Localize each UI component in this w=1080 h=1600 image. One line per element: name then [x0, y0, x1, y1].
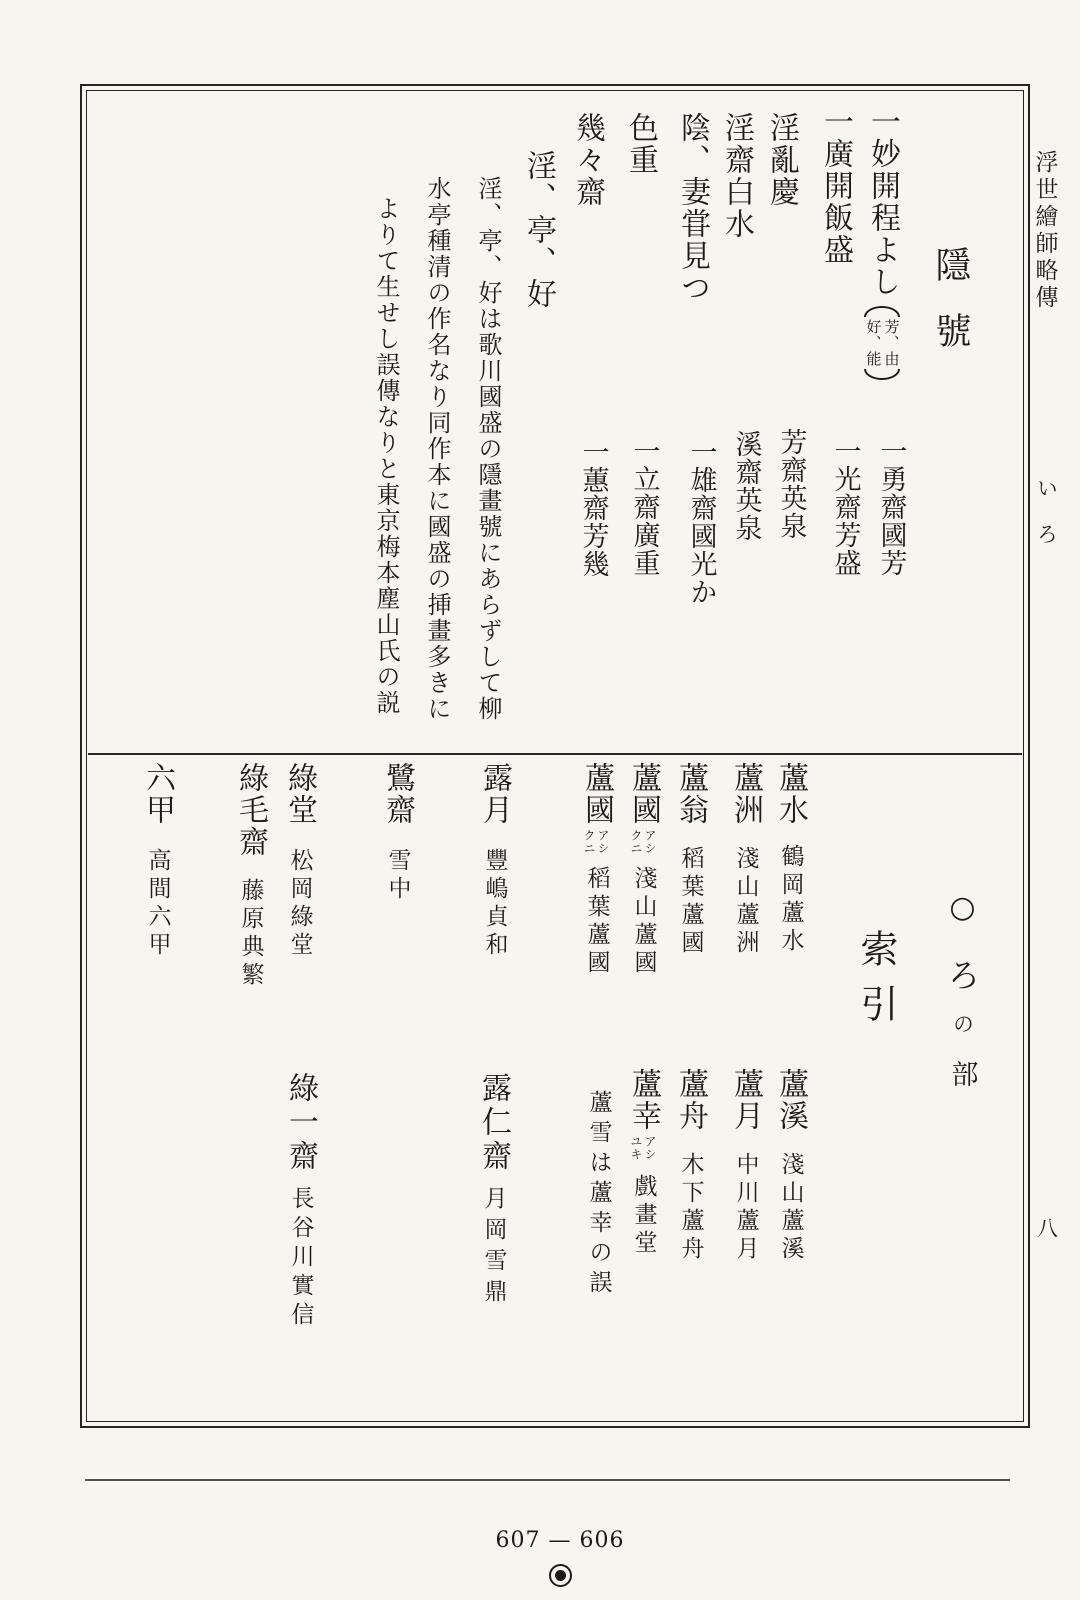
furigana-left: クニ [582, 829, 596, 855]
index-name: 稻葉蘆國 [677, 846, 704, 958]
margin-folio-column [1036, 1217, 1057, 1238]
hidden-names-note-line-2 [374, 196, 398, 716]
index-entry-upper-2 [673, 762, 708, 958]
index-term: 綠堂 [282, 762, 317, 826]
hidden-name-artist-4 [685, 438, 717, 606]
index-term: 鷺齋 [380, 762, 415, 826]
index-name: 淺山蘆國 [630, 866, 657, 978]
furigana-left: ユキ [629, 1135, 643, 1161]
furigana-left: クニ [629, 829, 643, 855]
index-term: 綠一齋 [283, 1072, 318, 1174]
index-entry-lower-5 [476, 1072, 511, 1310]
note-text: 水亭種清の作名なり同作本に國盛の挿畫多きに [423, 176, 451, 722]
annotation-left-text: 好、能 [864, 319, 883, 367]
margin-kana-column [1036, 477, 1057, 544]
margin-book-title-column [1033, 150, 1056, 312]
index-entry-upper-8 [233, 762, 268, 990]
index-name: 雪中 [384, 848, 411, 904]
hidden-name-term-7 [521, 150, 556, 310]
hidden-name-term-0 [864, 106, 900, 380]
index-entry-lower-2 [673, 1068, 708, 1264]
index-entry-upper-1 [728, 762, 763, 958]
index-name: 木下蘆舟 [677, 1152, 704, 1264]
artist-text: 一立齋廣重 [628, 437, 660, 577]
term-text: 淫、亭、好 [521, 150, 556, 310]
index-term: 蘆國 [626, 762, 661, 826]
index-term: 六甲 [140, 762, 175, 826]
index-entry-upper-7 [282, 762, 317, 960]
hidden-name-artist-6 [577, 438, 609, 578]
index-name: 高間六甲 [144, 848, 171, 960]
artist-text: 一蕙齋芳幾 [577, 438, 609, 578]
index-term: 蘆翁 [673, 762, 708, 826]
hidden-name-term-1 [818, 106, 853, 266]
index-term: 露月 [477, 762, 512, 826]
hidden-names-note-line-1 [425, 176, 449, 722]
section-no-particle: の [950, 1013, 975, 1034]
term-text: 淫亂慶 [764, 112, 799, 208]
index-entry-lower-6 [283, 1072, 318, 1331]
book-title: 浮世繪師略傳 [1031, 150, 1058, 312]
index-name: 鶴岡蘆水 [777, 844, 804, 956]
section-circle-mark: ○ [945, 890, 980, 925]
term-text: 色重 [623, 112, 658, 176]
hidden-name-artist-3 [730, 430, 762, 542]
hidden-names-heading-column [930, 246, 971, 378]
artist-text: 一光齋芳盛 [829, 437, 861, 577]
section-bu-char: 部 [946, 1060, 978, 1087]
page-numbers: 607 — 606 [495, 1528, 625, 1553]
annotation-right-text: 芳、由 [882, 319, 901, 367]
index-name: 稻葉蘆國 [583, 866, 610, 978]
term-annotation [864, 306, 900, 380]
index-name: 豐嶋貞和 [481, 848, 508, 960]
index-term: 蘆水 [773, 762, 808, 826]
index-entry-upper-9 [140, 762, 175, 960]
artist-text: 一雄齋國光か [685, 438, 717, 606]
index-heading: 索引 [854, 929, 898, 1039]
section-divider [88, 753, 1022, 755]
index-name: 松岡綠堂 [286, 848, 313, 960]
hidden-names-heading: 隱號 [930, 246, 971, 378]
artist-text: 一勇齋國芳 [875, 437, 907, 577]
artist-text: 溪齋英泉 [730, 430, 762, 542]
index-term: 蘆洲 [728, 762, 763, 826]
hidden-name-term-4 [675, 112, 710, 304]
hidden-name-artist-1 [829, 437, 861, 577]
index-heading-column [854, 929, 898, 1039]
term-furigana [583, 829, 609, 855]
note-text: よりて生せし誤傳なりと東京梅本塵山氏の説 [372, 196, 400, 716]
bullseye-mark [549, 1564, 572, 1587]
section-kana-ro: ろ [942, 958, 982, 991]
furigana-right: アシ [596, 829, 610, 855]
hidden-name-term-2 [764, 112, 799, 208]
index-term: 露仁齋 [476, 1072, 511, 1174]
term-text: 淫齋白水 [719, 112, 754, 240]
index-name: 中川蘆月 [732, 1152, 759, 1264]
hidden-name-artist-5 [628, 437, 660, 577]
annotation-columns [866, 319, 899, 367]
index-term: 蘆國 [579, 762, 614, 826]
term-text: 幾々齋 [570, 112, 605, 208]
hidden-name-term-3 [719, 112, 754, 240]
index-entry-upper-6 [380, 762, 415, 904]
index-name: 月岡雪鼎 [480, 1186, 507, 1310]
folio-number: 八 [1034, 1217, 1059, 1238]
kana-mark-ro: ろ [1034, 523, 1059, 544]
index-entry-lower-3 [626, 1068, 661, 1258]
annotation-close-paren [864, 369, 900, 380]
index-entry-upper-4 [579, 762, 614, 978]
footer-rule [85, 1479, 1010, 1481]
hidden-name-artist-0 [875, 437, 907, 577]
index-term: 蘆幸 [626, 1068, 661, 1132]
index-note-column [587, 1090, 610, 1300]
term-text: 陰、妻甞見つ [675, 112, 710, 304]
hidden-names-note-line-0 [476, 176, 500, 722]
hidden-name-artist-2 [775, 428, 807, 540]
term-furigana [630, 829, 656, 855]
index-entry-lower-1 [728, 1068, 763, 1264]
index-term: 蘆月 [728, 1068, 763, 1132]
index-name: 淺山蘆洲 [732, 846, 759, 958]
index-name: 戲畫堂 [630, 1174, 657, 1258]
kana-mark-i: い [1034, 477, 1059, 498]
hidden-name-term-5 [623, 112, 658, 176]
artist-text: 芳齋英泉 [775, 428, 807, 540]
index-term: 蘆舟 [673, 1068, 708, 1132]
index-section-label-column [942, 890, 982, 1087]
term-text: 一廣開飯盛 [818, 106, 853, 266]
index-name: 淺山蘆溪 [777, 1152, 804, 1264]
index-term: 蘆溪 [773, 1068, 808, 1132]
index-entry-upper-0 [773, 762, 808, 956]
term-furigana [630, 1135, 656, 1161]
index-name: 長谷川實信 [287, 1186, 314, 1331]
index-entry-upper-3 [626, 762, 661, 978]
index-note: 蘆雪は蘆幸の誤 [585, 1090, 612, 1300]
index-entry-lower-0 [773, 1068, 808, 1264]
index-name: 藤原典繁 [237, 878, 264, 990]
furigana-right: アシ [643, 829, 657, 855]
hidden-name-term-6 [570, 112, 605, 208]
note-text: 淫、亭、好は歌川國盛の隱畫號にあらずして柳 [474, 176, 502, 722]
index-term: 綠毛齋 [233, 762, 268, 858]
annotation-open-paren [864, 306, 900, 317]
furigana-right: アシ [643, 1135, 657, 1161]
term-text: 一妙開程よし [865, 106, 900, 298]
bullseye-dot [555, 1570, 566, 1581]
index-entry-upper-5 [477, 762, 512, 960]
